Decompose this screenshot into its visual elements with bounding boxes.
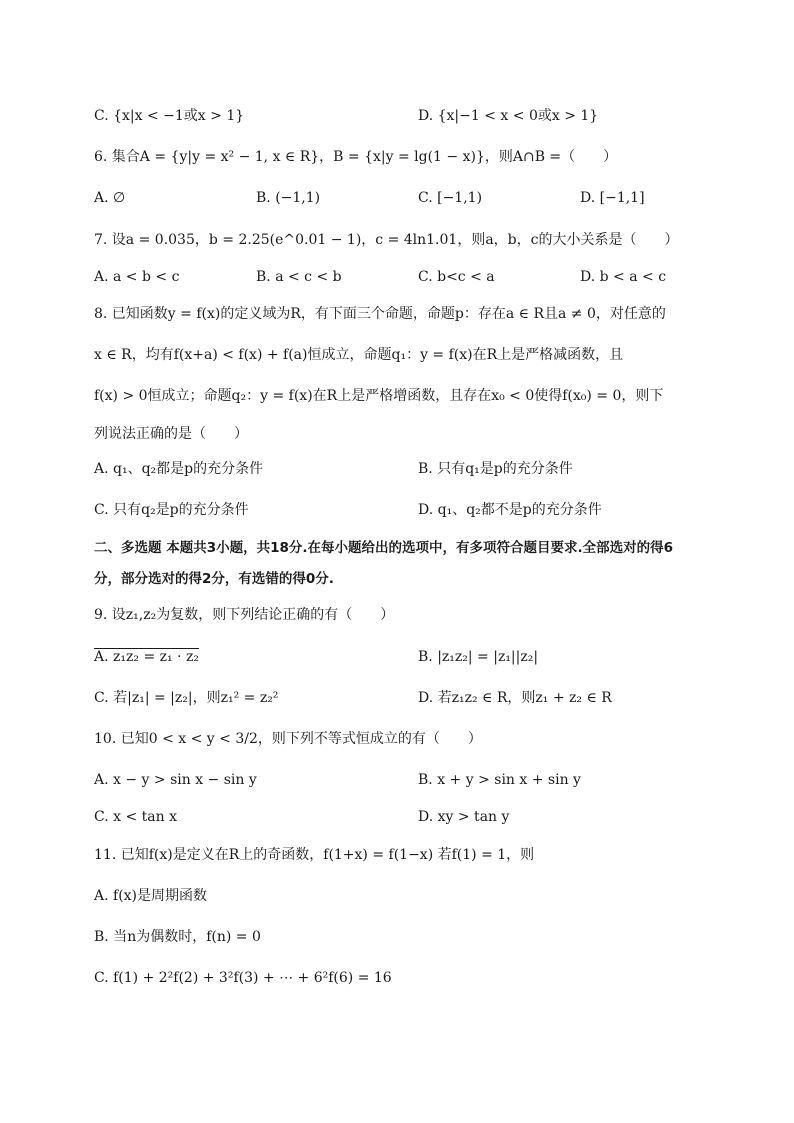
q8-line-1: 8. 已知函数y = f(x)的定义域为R，有下面三个命题，命题p：存在a ∈ R且a ≠ 0，对任意的 [94, 306, 666, 322]
q10-option-c: C. x < tan x [94, 809, 177, 825]
q8-option-a: A. q₁、q₂都是p的充分条件 [94, 461, 264, 477]
q9-option-d: D. 若z₁z₂ ∈ R，则z₁ + z₂ ∈ R [418, 690, 612, 706]
q6-option-c: C. [−1,1) [418, 190, 483, 206]
q10-option-b: B. x + y > sin x + sin y [418, 772, 581, 788]
q7-option-c: C. b<c < a [418, 269, 495, 285]
q11-option-b: B. 当n为偶数时，f(n) = 0 [94, 929, 261, 945]
q11-option-a: A. f(x)是周期函数 [94, 888, 208, 904]
q6-option-b: B. (−1,1) [256, 190, 321, 206]
q11-stem: 11. 已知f(x)是定义在R上的奇函数，f(1+x) = f(1−x) 若f(1) = 1，则 [94, 847, 535, 863]
q9-option-b: B. |z₁z₂| = |z₁||z₂| [418, 649, 539, 665]
q7-option-b: B. a < c < b [256, 269, 342, 285]
q6-option-a: A. ∅ [94, 190, 126, 206]
section-2-heading-line-1: 二、多选题 本题共3小题，共18分.在每小题给出的选项中，有多项符合题目要求.全部选对的得6 [94, 540, 674, 556]
q8-line-3: f(x) > 0恒成立；命题q₂：y = f(x)在R上是严格增函数，且存在x₀ < 0使得f(x₀) = 0，则下 [94, 388, 664, 404]
q6-stem: 6. 集合A = {y|y = x² − 1, x ∈ R}，B = {x|y = lg(1 − x)}，则A∩B =（ ） [94, 149, 618, 165]
q9-option-c: C. 若|z₁| = |z₂|，则z₁² = z₂² [94, 690, 279, 706]
section-2-heading-line-2: 分，部分选对的得2分，有选错的得0分. [94, 571, 334, 587]
q10-option-a: A. x − y > sin x − sin y [94, 772, 257, 788]
q7-option-d: D. b < a < c [580, 269, 667, 285]
q10-option-d: D. xy > tan y [418, 809, 510, 825]
q10-stem: 10. 已知0 < x < y < 3/2，则下列不等式恒成立的有（ ） [94, 731, 482, 747]
q7-stem: 7. 设a = 0.035，b = 2.25(e^0.01 − 1)，c = 4ln1.01，则a，b，c的大小关系是（ ） [94, 232, 679, 248]
q7-option-a: A. a < b < c [94, 269, 180, 285]
q8-option-b: B. 只有q₁是p的充分条件 [418, 461, 573, 477]
q6-option-d: D. [−1,1] [580, 190, 645, 206]
q9-option-a: A. z₁z₂ = z₁ · z₂ [94, 649, 199, 665]
q11-option-c: C. f(1) + 2²f(2) + 3²f(3) + ⋯ + 6²f(6) = 16 [94, 970, 392, 986]
q5-option-c: C. {x|x < −1或x > 1} [94, 108, 245, 124]
q8-line-4: 列说法正确的是（ ） [94, 426, 248, 442]
q8-option-c: C. 只有q₂是p的充分条件 [94, 502, 249, 518]
q5-option-d: D. {x|−1 < x < 0或x > 1} [418, 108, 599, 124]
q8-line-2: x ∈ R，均有f(x+a) < f(x) + f(a)恒成立，命题q₁：y = f(x)在R上是严格减函数，且 [94, 347, 624, 363]
q9-stem: 9. 设z₁,z₂为复数，则下列结论正确的有（ ） [94, 607, 395, 623]
q8-option-d: D. q₁、q₂都不是p的充分条件 [418, 502, 602, 518]
